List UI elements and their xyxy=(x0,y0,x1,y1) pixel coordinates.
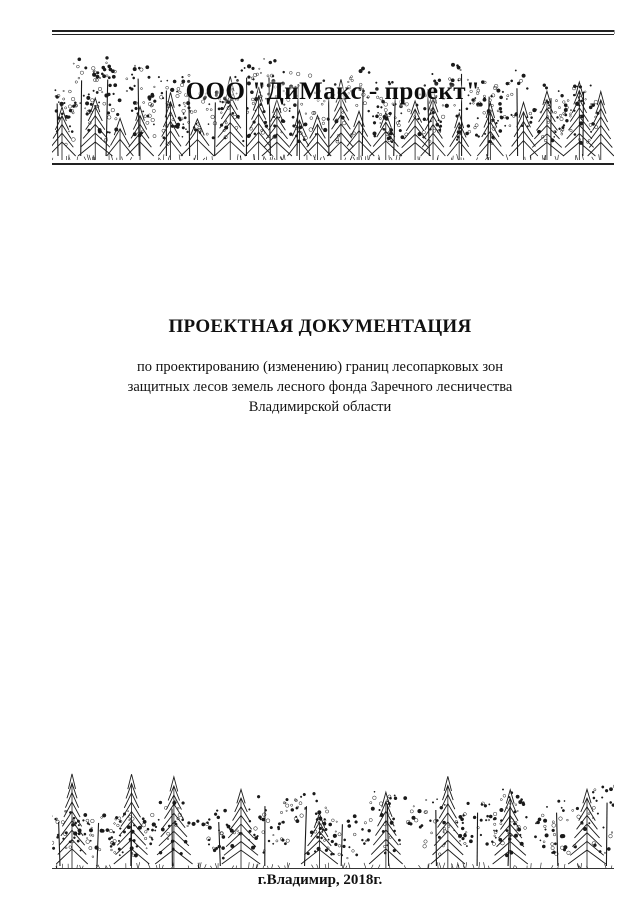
spruce-tree-icon xyxy=(107,118,134,160)
birch-tree-icon xyxy=(69,813,126,866)
scan-mark xyxy=(614,30,615,34)
spruce-tree-icon xyxy=(369,792,403,868)
document-title: ПРОЕКТНАЯ ДОКУМЕНТАЦИЯ xyxy=(168,316,472,337)
spruce-tree-icon xyxy=(304,115,331,160)
company-name: ООО "ДиМакс - проект" xyxy=(185,78,481,105)
spruce-tree-icon xyxy=(262,99,292,160)
ground-line xyxy=(52,868,614,869)
subtitle-line: по проектированию (изменению) границ лесопарковых зон xyxy=(136,359,504,375)
birch-tree-icon xyxy=(408,799,450,866)
birch-tree-icon xyxy=(230,59,260,156)
birch-tree-icon xyxy=(454,802,502,866)
header-rule xyxy=(52,30,614,32)
spruce-tree-icon xyxy=(568,789,606,868)
birch-tree-icon xyxy=(534,800,580,866)
spruce-tree-icon xyxy=(126,107,153,160)
spruce-tree-icon xyxy=(52,107,76,160)
subtitle-line: защитных лесов земель лесного фонда Заречного лесничества xyxy=(127,379,513,395)
header-rule-thin xyxy=(52,34,614,35)
spruce-tree-icon xyxy=(447,113,471,160)
birch-tree-icon xyxy=(108,811,156,866)
place-and-date: г.Владимир, 2018г. xyxy=(257,872,383,888)
forest-banner-bottom xyxy=(52,770,614,870)
document-subtitle xyxy=(110,357,530,417)
spruce-tree-icon xyxy=(222,789,260,868)
subtitle-line: Владимирской области xyxy=(248,399,392,415)
birch-tree-icon xyxy=(249,795,285,866)
banner-bottom-rule xyxy=(52,163,614,165)
